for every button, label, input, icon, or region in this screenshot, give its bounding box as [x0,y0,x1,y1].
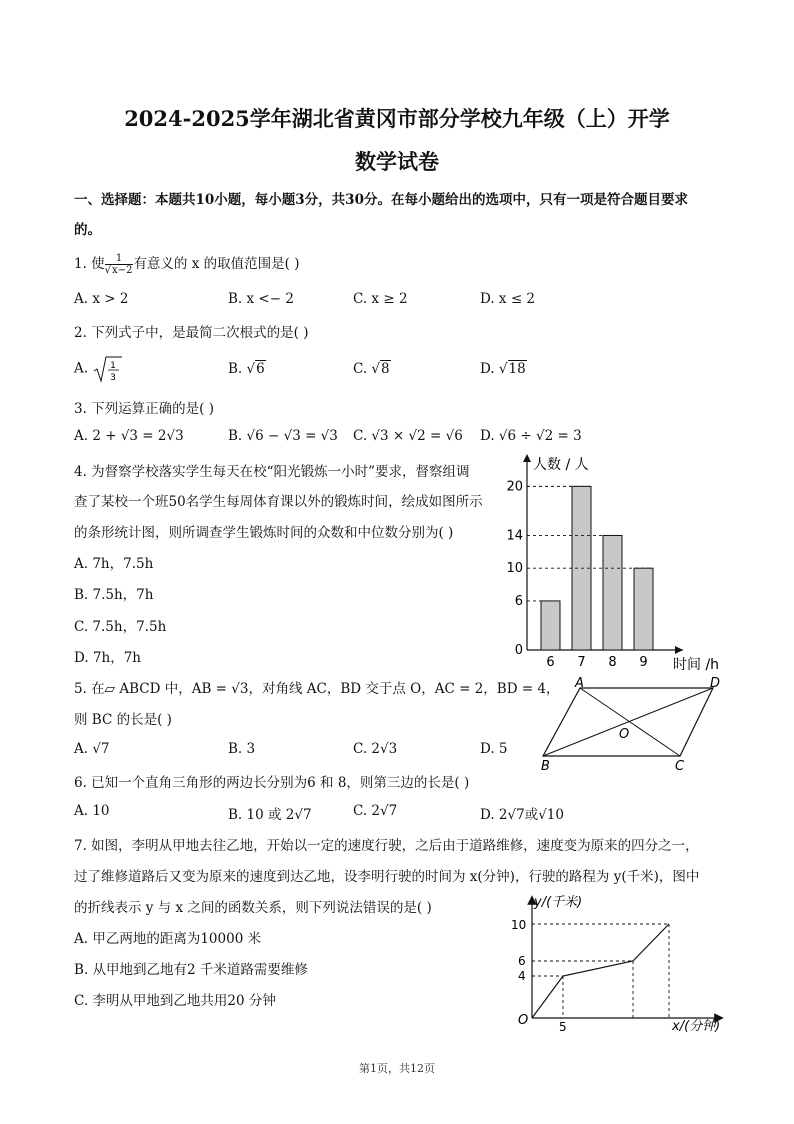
diagonal-ac [580,688,680,756]
bar-ytick-label: 20 [506,479,523,495]
q5-option-c: C. 2√3 [353,741,398,757]
svg-text:1: 1 [110,361,117,371]
q6-option-b: B. 10 或 2√7 [228,807,312,823]
bar-y-arrow [523,454,531,462]
q2-option-d: D. √18 [480,361,526,377]
question-5-stem-l1: 5. 在▱ ABCD 中，AB = √3，对角线 AC，BD 交于点 O，AC = 2，BD = 4， [74,681,560,697]
label-c: C [675,759,685,772]
q6-option-d: D. 2√7或√10 [480,807,564,823]
q3-option-d: D. √6 ÷ √2 = 3 [480,428,582,444]
section-heading-cont: 的。 [74,222,101,238]
question-4-stem-l3: 的条形统计图，则所调查学生锻炼时间的众数和中位数分别为( ) [74,525,454,541]
label-d: D [710,676,721,691]
bar-xtick-label: 9 [639,655,648,670]
ytick-10: 10 [511,918,527,932]
bar-ytick-label: 14 [506,528,523,544]
question-6-stem: 6. 已知一个直角三角形的两边长分别为6 和 8，则第三边的长是( ) [74,775,470,791]
bar-x-arrow [675,646,683,654]
question-4-stem-l1: 4. 为督察学校落实学生每天在校“阳光锻炼一小时”要求，督察组调 [74,464,470,480]
q5-option-d: D. 5 [480,741,508,757]
parallelogram-figure [535,676,735,772]
q4-option-b: B. 7.5h，7h [74,587,154,603]
q6-option-c: C. 2√7 [353,803,398,819]
q5-option-a: A. √7 [74,741,110,757]
q2-option-b: B. √6 [228,361,265,377]
q4-option-d: D. 7h，7h [74,650,141,666]
label-a: A [575,676,584,691]
ytick-4: 4 [518,969,526,983]
q3-option-b: B. √6 − √3 = √3 [228,428,338,444]
q2-option-c: C. √8 [353,361,390,377]
origin-label: O [518,1013,529,1028]
q2-option-a: A. 1 3 [74,355,122,383]
section-heading: 一、选择题：本题共10小题，每小题3分，共30分。在每小题给出的选项中，只有一项是符合题目要求 [74,192,688,208]
bar-xtick-label: 7 [577,655,586,670]
bar-chart-xlabel: 时间 /h [673,657,720,672]
q6-option-a: A. 10 [74,803,110,819]
line-graph-xlabel: x/(分钟) [672,1019,721,1034]
diagonal-bd [543,688,713,756]
sqrt-one-third [92,355,122,383]
bar-chart [505,450,730,672]
bar-xtick-label: 6 [546,655,555,670]
svg-text:3: 3 [110,373,117,383]
q1-option-b: B. x <− 2 [228,291,294,307]
question-7-stem-l2: 过了维修道路后又变为原来的速度到达乙地，设李明行驶的时间为 x(分钟)，行驶的路程为 y(千米)，图中 [74,869,700,885]
question-5-stem-l2: 则 BC 的长是( ) [74,712,172,728]
q4-option-a: A. 7h，7.5h [74,556,154,572]
bar-9 [634,568,653,650]
bar-xtick-label: 8 [608,655,617,670]
question-7-stem-l1: 7. 如图，李明从甲地去往乙地，开始以一定的速度行驶，之后由于道路维修，速度变为原来的四分之一， [74,838,699,854]
question-3-stem: 3. 下列运算正确的是( ) [74,401,214,417]
q7-option-a: A. 甲乙两地的距离为10000 米 [74,931,262,947]
q3-option-a: A. 2 + √3 = 2√3 [74,428,184,444]
q5-option-b: B. 3 [228,741,256,757]
q1-option-a: A. x > 2 [74,291,129,307]
q3-option-c: C. √3 × √2 = √6 [353,428,463,444]
bar-6 [541,601,560,650]
question-4-stem-l2: 查了某校一个班50名学生每周体育课以外的锻炼时间，绘成如图所示 [74,494,483,510]
bar-8 [603,535,622,650]
label-o: O [619,727,630,742]
question-1-stem: 1. 使 $\frac{1}{√x-2}$ 有意义的 x 的取值范围是( ) [74,253,300,276]
bar-chart-ylabel: 人数 / 人 [533,457,589,473]
question-7-stem-l3: 的折线表示 y 与 x 之间的函数关系，则下列说法错误的是( ) [74,900,432,916]
page-footer: 第1页，共12页 [359,1062,435,1075]
q7-option-b: B. 从甲地到乙地有2 千米道路需要维修 [74,962,308,978]
q7-option-c: C. 李明从甲地到乙地共用20 分钟 [74,993,276,1009]
label-b: B [541,759,550,772]
page-title: 2024-2025学年湖北省黄冈市部分学校九年级（上）开学 [124,106,670,131]
q1-option-d: D. x ≤ 2 [480,291,536,307]
q4-option-c: C. 7.5h，7.5h [74,619,167,635]
bar-ytick-label: 6 [514,593,523,609]
page-subtitle: 数学试卷 [355,149,439,174]
distance-polyline [532,924,669,1018]
question-2-stem: 2. 下列式子中，是最简二次根式的是( ) [74,325,309,341]
bar-ytick-label: 10 [506,561,523,577]
q1-option-c: C. x ≥ 2 [353,291,408,307]
bar-ytick-label: 0 [514,643,523,658]
xtick-5: 5 [559,1020,567,1034]
ytick-6: 6 [518,954,526,968]
line-graph-ylabel: y/(千米) [534,895,583,910]
line-graph [507,894,729,1034]
